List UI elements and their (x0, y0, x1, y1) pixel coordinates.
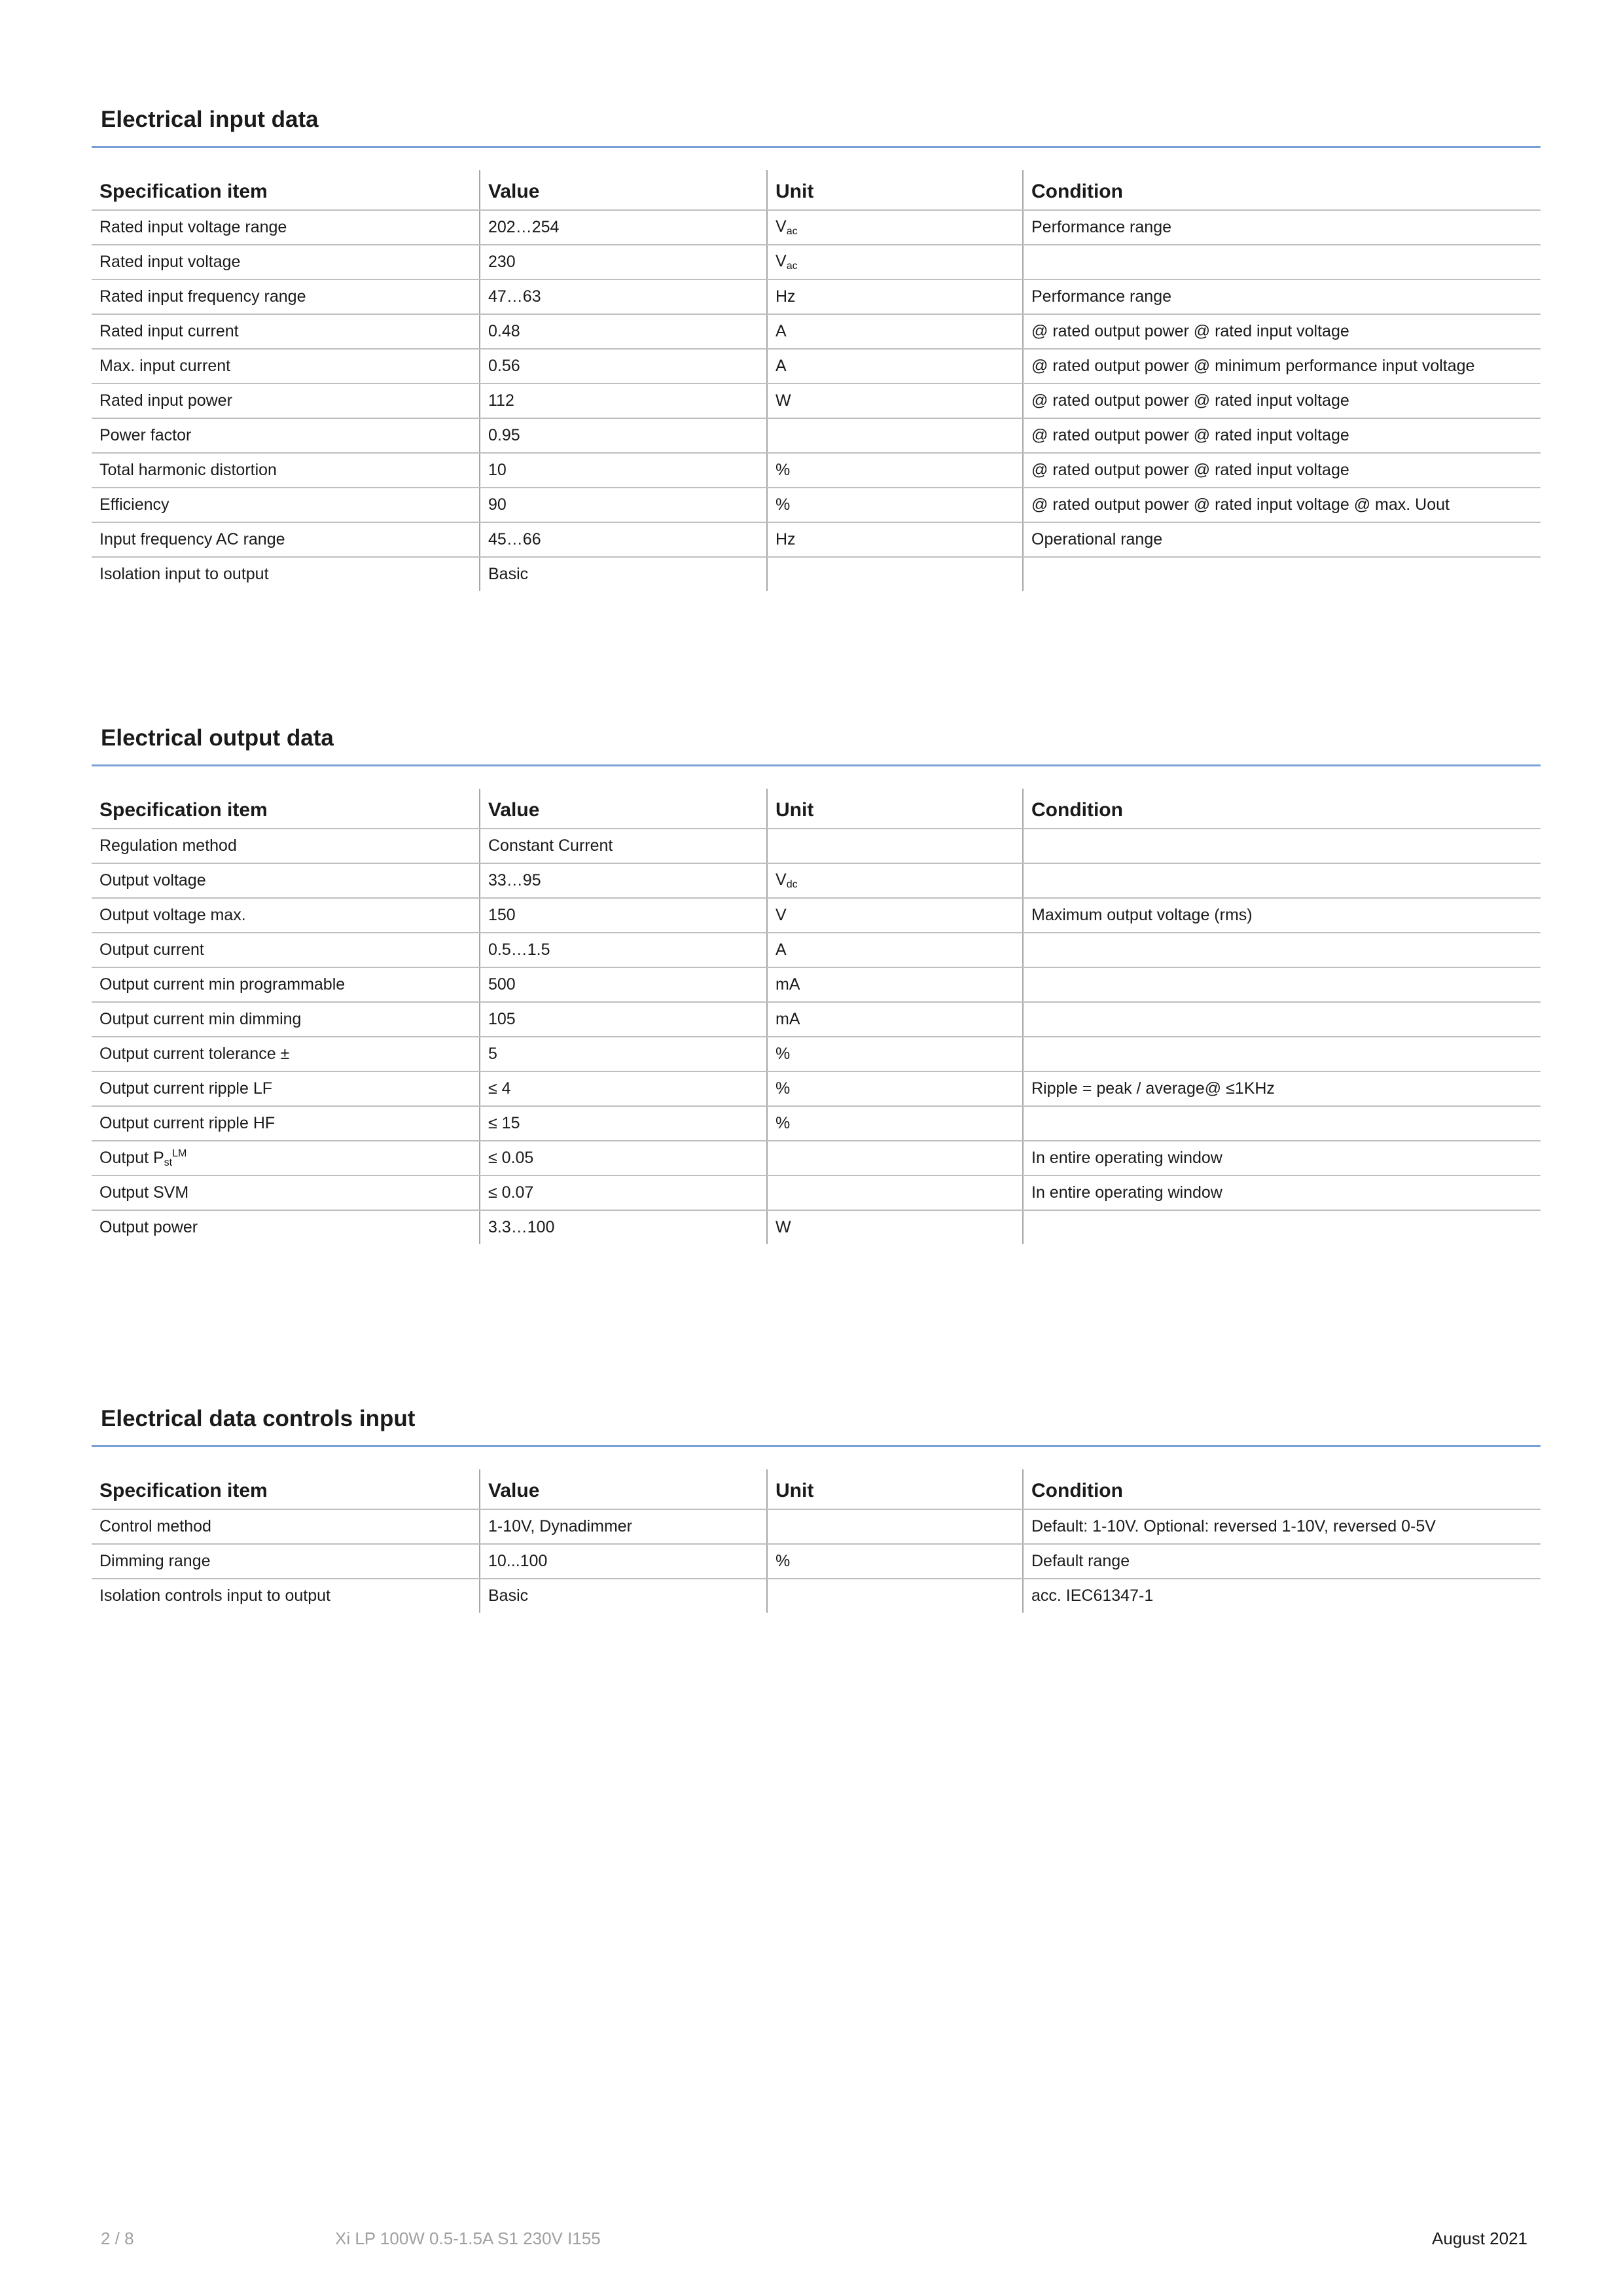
cell-value (480, 418, 767, 453)
cell-unit (767, 1210, 1023, 1244)
cell-specification-item (92, 1210, 480, 1244)
table-header-row (92, 170, 1541, 210)
cell-unit-text: % (776, 461, 791, 479)
cell-value (480, 967, 767, 1002)
cell-value-text: 202…254 (488, 218, 560, 236)
cell-specification-item (92, 245, 480, 279)
header-condition: Condition (1023, 789, 1541, 829)
table-row (92, 933, 1541, 967)
cell-specification-item-text: Rated input frequency range (99, 287, 306, 306)
section-title: Electrical output data (101, 725, 334, 751)
cell-value-text: 45…66 (488, 530, 541, 548)
cell-specification-item (92, 1509, 480, 1544)
cell-specification-item-text: Efficiency (99, 495, 169, 514)
cell-unit (767, 453, 1023, 488)
cell-specification-item (92, 1141, 480, 1175)
cell-condition (1023, 245, 1541, 279)
cell-value (480, 1509, 767, 1544)
cell-condition-text: @ rated output power @ rated input voltage (1031, 426, 1349, 444)
cell-condition (1023, 1210, 1541, 1244)
table-row (92, 384, 1541, 418)
cell-value (480, 1106, 767, 1141)
cell-unit-text: mA (776, 1010, 800, 1028)
cell-specification-item-text: Power factor (99, 426, 192, 444)
cell-value (480, 1579, 767, 1613)
table-row (92, 1544, 1541, 1579)
cell-value-text: Basic (488, 1587, 529, 1605)
cell-specification-item (92, 349, 480, 384)
table-row (92, 1071, 1541, 1106)
cell-value (480, 1071, 767, 1106)
table-row (92, 863, 1541, 898)
table-row (92, 1579, 1541, 1613)
cell-value-text: 105 (488, 1010, 516, 1028)
cell-value-text: 5 (488, 1045, 497, 1063)
table-row (92, 1141, 1541, 1175)
cell-condition-text: @ rated output power @ rated input voltage @ max. Uout (1031, 495, 1450, 514)
cell-value-text: ≤ 0.07 (488, 1183, 534, 1202)
cell-specification-item (92, 488, 480, 522)
cell-specification-item (92, 522, 480, 557)
cell-condition (1023, 863, 1541, 898)
cell-unit (767, 967, 1023, 1002)
cell-condition (1023, 1071, 1541, 1106)
cell-specification-item (92, 1106, 480, 1141)
table-row (92, 210, 1541, 245)
cell-unit-text: % (776, 495, 791, 514)
cell-specification-item-text: Total harmonic distortion (99, 461, 277, 479)
cell-unit-text: V (776, 217, 787, 236)
cell-condition (1023, 829, 1541, 863)
cell-specification-item (92, 418, 480, 453)
cell-specification-item-text: Output SVM (99, 1183, 189, 1202)
cell-specification-item-superscript: LM (172, 1147, 187, 1159)
cell-unit (767, 314, 1023, 349)
cell-value (480, 1175, 767, 1210)
table-row (92, 1175, 1541, 1210)
table-row (92, 279, 1541, 314)
cell-value (480, 829, 767, 863)
cell-unit-subscript: ac (786, 226, 798, 237)
cell-unit-text: W (776, 1218, 791, 1236)
cell-specification-item (92, 1579, 480, 1613)
cell-unit (767, 245, 1023, 279)
cell-specification-item (92, 384, 480, 418)
cell-specification-item-text: Output current min programmable (99, 975, 346, 994)
cell-condition (1023, 349, 1541, 384)
title-rule (92, 764, 1541, 766)
cell-unit (767, 863, 1023, 898)
table-row (92, 898, 1541, 933)
cell-unit (767, 829, 1023, 863)
cell-condition (1023, 1544, 1541, 1579)
cell-unit (767, 1037, 1023, 1071)
header-unit: Unit (767, 789, 1023, 829)
cell-condition (1023, 279, 1541, 314)
cell-unit-text: % (776, 1045, 791, 1063)
cell-value (480, 210, 767, 245)
cell-condition-text: @ rated output power @ rated input voltage (1031, 461, 1349, 479)
cell-value (480, 1210, 767, 1244)
table-row (92, 1002, 1541, 1037)
cell-specification-item-text: Dimming range (99, 1552, 211, 1570)
cell-condition-text: Default range (1031, 1552, 1130, 1570)
cell-condition-text: Operational range (1031, 530, 1163, 548)
cell-specification-item (92, 1071, 480, 1106)
cell-condition-text: Default: 1-10V. Optional: reversed 1-10V, reversed 0-5V (1031, 1517, 1436, 1535)
table-header-row (92, 789, 1541, 829)
header-specification-item: Specification item (92, 1469, 480, 1509)
cell-condition (1023, 1175, 1541, 1210)
cell-specification-item-text: Output current ripple HF (99, 1114, 276, 1132)
cell-condition (1023, 1509, 1541, 1544)
table-row (92, 453, 1541, 488)
cell-condition-text: @ rated output power @ rated input voltage (1031, 322, 1349, 340)
spec-table (92, 170, 1541, 591)
cell-unit-text: A (776, 941, 787, 959)
cell-value (480, 279, 767, 314)
cell-specification-item-text: Input frequency AC range (99, 530, 285, 548)
cell-condition-text: @ rated output power @ rated input voltage (1031, 391, 1349, 410)
footer-product-name: Xi LP 100W 0.5-1.5A S1 230V I155 (335, 2229, 601, 2248)
cell-specification-item-text: Output voltage max. (99, 906, 246, 924)
header-value: Value (480, 1469, 767, 1509)
electrical-input-data-section (92, 107, 1541, 591)
cell-value (480, 1002, 767, 1037)
cell-value-text: Basic (488, 565, 529, 583)
table-row (92, 557, 1541, 591)
header-condition: Condition (1023, 170, 1541, 210)
cell-unit-text: % (776, 1079, 791, 1098)
cell-specification-item (92, 314, 480, 349)
footer-date: August 2021 (1432, 2229, 1528, 2248)
cell-unit (767, 522, 1023, 557)
cell-specification-item (92, 898, 480, 933)
cell-value (480, 488, 767, 522)
cell-value (480, 1544, 767, 1579)
cell-value-text: 0.95 (488, 426, 520, 444)
cell-unit (767, 349, 1023, 384)
header-value: Value (480, 170, 767, 210)
cell-condition (1023, 898, 1541, 933)
cell-condition (1023, 418, 1541, 453)
cell-unit-text: % (776, 1552, 791, 1570)
cell-value-text: 3.3…100 (488, 1218, 555, 1236)
cell-value-text: 10 (488, 461, 507, 479)
cell-unit (767, 418, 1023, 453)
cell-specification-item-text: Rated input current (99, 322, 239, 340)
header-value: Value (480, 789, 767, 829)
header-specification-item: Specification item (92, 789, 480, 829)
cell-value (480, 349, 767, 384)
cell-condition-text: Performance range (1031, 287, 1172, 306)
cell-specification-item-subscript: st (164, 1157, 173, 1168)
cell-value-text: 10...100 (488, 1552, 548, 1570)
cell-value-text: ≤ 4 (488, 1079, 511, 1098)
cell-specification-item-text: Isolation input to output (99, 565, 269, 583)
electrical-data-controls-input-section (92, 1406, 1541, 1613)
section-title: Electrical data controls input (101, 1406, 416, 1431)
cell-value (480, 898, 767, 933)
cell-specification-item-text: Output current tolerance ± (99, 1045, 290, 1063)
cell-value (480, 933, 767, 967)
cell-value-text: ≤ 15 (488, 1114, 520, 1132)
title-rule (92, 1445, 1541, 1447)
cell-condition-text: In entire operating window (1031, 1149, 1222, 1167)
cell-value (480, 453, 767, 488)
table-row (92, 1509, 1541, 1544)
cell-condition (1023, 1037, 1541, 1071)
spec-table (92, 1469, 1541, 1613)
cell-specification-item (92, 1037, 480, 1071)
cell-condition (1023, 967, 1541, 1002)
cell-condition (1023, 210, 1541, 245)
cell-specification-item-text: Max. input current (99, 357, 231, 375)
cell-specification-item (92, 453, 480, 488)
header-unit: Unit (767, 170, 1023, 210)
cell-value-text: ≤ 0.05 (488, 1149, 534, 1167)
cell-value-text: 500 (488, 975, 516, 994)
cell-specification-item-text: Control method (99, 1517, 211, 1535)
table-row (92, 1037, 1541, 1071)
table-row (92, 488, 1541, 522)
cell-unit (767, 279, 1023, 314)
cell-condition (1023, 1002, 1541, 1037)
cell-value (480, 557, 767, 591)
table-row (92, 967, 1541, 1002)
cell-unit (767, 1002, 1023, 1037)
cell-specification-item (92, 279, 480, 314)
cell-specification-item (92, 863, 480, 898)
cell-unit-text: A (776, 357, 787, 375)
cell-condition-text: @ rated output power @ minimum performance input voltage (1031, 357, 1475, 375)
cell-specification-item (92, 557, 480, 591)
cell-value-text: 0.5…1.5 (488, 941, 550, 959)
table-row (92, 245, 1541, 279)
cell-condition-text: Ripple = peak / average@ ≤1KHz (1031, 1079, 1275, 1098)
cell-unit (767, 384, 1023, 418)
cell-unit-subscript: ac (786, 260, 798, 272)
cell-unit-text: W (776, 391, 791, 410)
cell-value-text: 47…63 (488, 287, 541, 306)
cell-condition (1023, 1141, 1541, 1175)
cell-unit-text: V (776, 870, 787, 889)
cell-value-text: 0.56 (488, 357, 520, 375)
cell-specification-item (92, 829, 480, 863)
cell-specification-item-text: Output current (99, 941, 204, 959)
cell-unit-text: Hz (776, 530, 796, 548)
cell-unit-text: V (776, 906, 787, 924)
cell-specification-item (92, 933, 480, 967)
cell-unit (767, 1071, 1023, 1106)
cell-unit-text: % (776, 1114, 791, 1132)
cell-condition (1023, 314, 1541, 349)
table-header-row (92, 1469, 1541, 1509)
cell-unit (767, 1141, 1023, 1175)
cell-value-text: 33…95 (488, 871, 541, 889)
cell-unit (767, 933, 1023, 967)
cell-value (480, 1141, 767, 1175)
table-row (92, 1210, 1541, 1244)
cell-unit-text: V (776, 252, 787, 270)
cell-condition (1023, 933, 1541, 967)
cell-specification-item-text: Regulation method (99, 836, 237, 855)
cell-value (480, 863, 767, 898)
cell-condition (1023, 384, 1541, 418)
table-row (92, 418, 1541, 453)
cell-condition (1023, 1106, 1541, 1141)
cell-specification-item (92, 1002, 480, 1037)
header-specification-item: Specification item (92, 170, 480, 210)
cell-value (480, 314, 767, 349)
cell-value-text: Constant Current (488, 836, 613, 855)
cell-specification-item-text: Rated input voltage (99, 253, 241, 271)
cell-condition (1023, 522, 1541, 557)
cell-specification-item-text: Rated input voltage range (99, 218, 287, 236)
section-title: Electrical input data (101, 107, 319, 132)
cell-unit (767, 488, 1023, 522)
cell-value-text: 150 (488, 906, 516, 924)
cell-unit (767, 1106, 1023, 1141)
cell-value-text: 1-10V, Dynadimmer (488, 1517, 633, 1535)
footer-page-number: 2 / 8 (101, 2229, 134, 2248)
cell-specification-item-text: Output voltage (99, 871, 206, 889)
cell-value-text: 112 (488, 391, 514, 410)
cell-value (480, 245, 767, 279)
cell-condition-text: Maximum output voltage (rms) (1031, 906, 1253, 924)
cell-unit (767, 1544, 1023, 1579)
cell-specification-item-text: Output power (99, 1218, 198, 1236)
cell-specification-item (92, 1544, 480, 1579)
cell-unit (767, 557, 1023, 591)
cell-value (480, 1037, 767, 1071)
cell-unit-text: mA (776, 975, 800, 994)
table-row (92, 349, 1541, 384)
cell-specification-item-text: Output current ripple LF (99, 1079, 273, 1098)
cell-unit (767, 898, 1023, 933)
cell-unit (767, 1509, 1023, 1544)
cell-unit (767, 1579, 1023, 1613)
title-rule (92, 146, 1541, 148)
table-row (92, 1106, 1541, 1141)
cell-condition-text: In entire operating window (1031, 1183, 1222, 1202)
cell-condition-text: acc. IEC61347-1 (1031, 1587, 1154, 1605)
cell-specification-item-text: Rated input power (99, 391, 232, 410)
cell-specification-item-text: Isolation controls input to output (99, 1587, 331, 1605)
cell-value-text: 0.48 (488, 322, 520, 340)
cell-condition (1023, 488, 1541, 522)
cell-unit (767, 1175, 1023, 1210)
cell-unit (767, 210, 1023, 245)
cell-condition (1023, 1579, 1541, 1613)
table-row (92, 829, 1541, 863)
electrical-output-data-section (92, 725, 1541, 1244)
cell-specification-item-text: Output current min dimming (99, 1010, 302, 1028)
cell-specification-item (92, 210, 480, 245)
table-row (92, 522, 1541, 557)
cell-specification-item (92, 967, 480, 1002)
header-unit: Unit (767, 1469, 1023, 1509)
spec-table (92, 789, 1541, 1244)
cell-specification-item (92, 1175, 480, 1210)
cell-condition-text: Performance range (1031, 218, 1172, 236)
cell-condition (1023, 453, 1541, 488)
cell-value-text: 90 (488, 495, 507, 514)
cell-unit-subscript: dc (786, 879, 798, 890)
cell-unit-text: Hz (776, 287, 796, 306)
cell-condition (1023, 557, 1541, 591)
cell-value (480, 522, 767, 557)
table-row (92, 314, 1541, 349)
cell-unit-text: A (776, 322, 787, 340)
header-condition: Condition (1023, 1469, 1541, 1509)
cell-value (480, 384, 767, 418)
cell-specification-item-text: Output P (99, 1148, 164, 1167)
cell-value-text: 230 (488, 253, 516, 271)
